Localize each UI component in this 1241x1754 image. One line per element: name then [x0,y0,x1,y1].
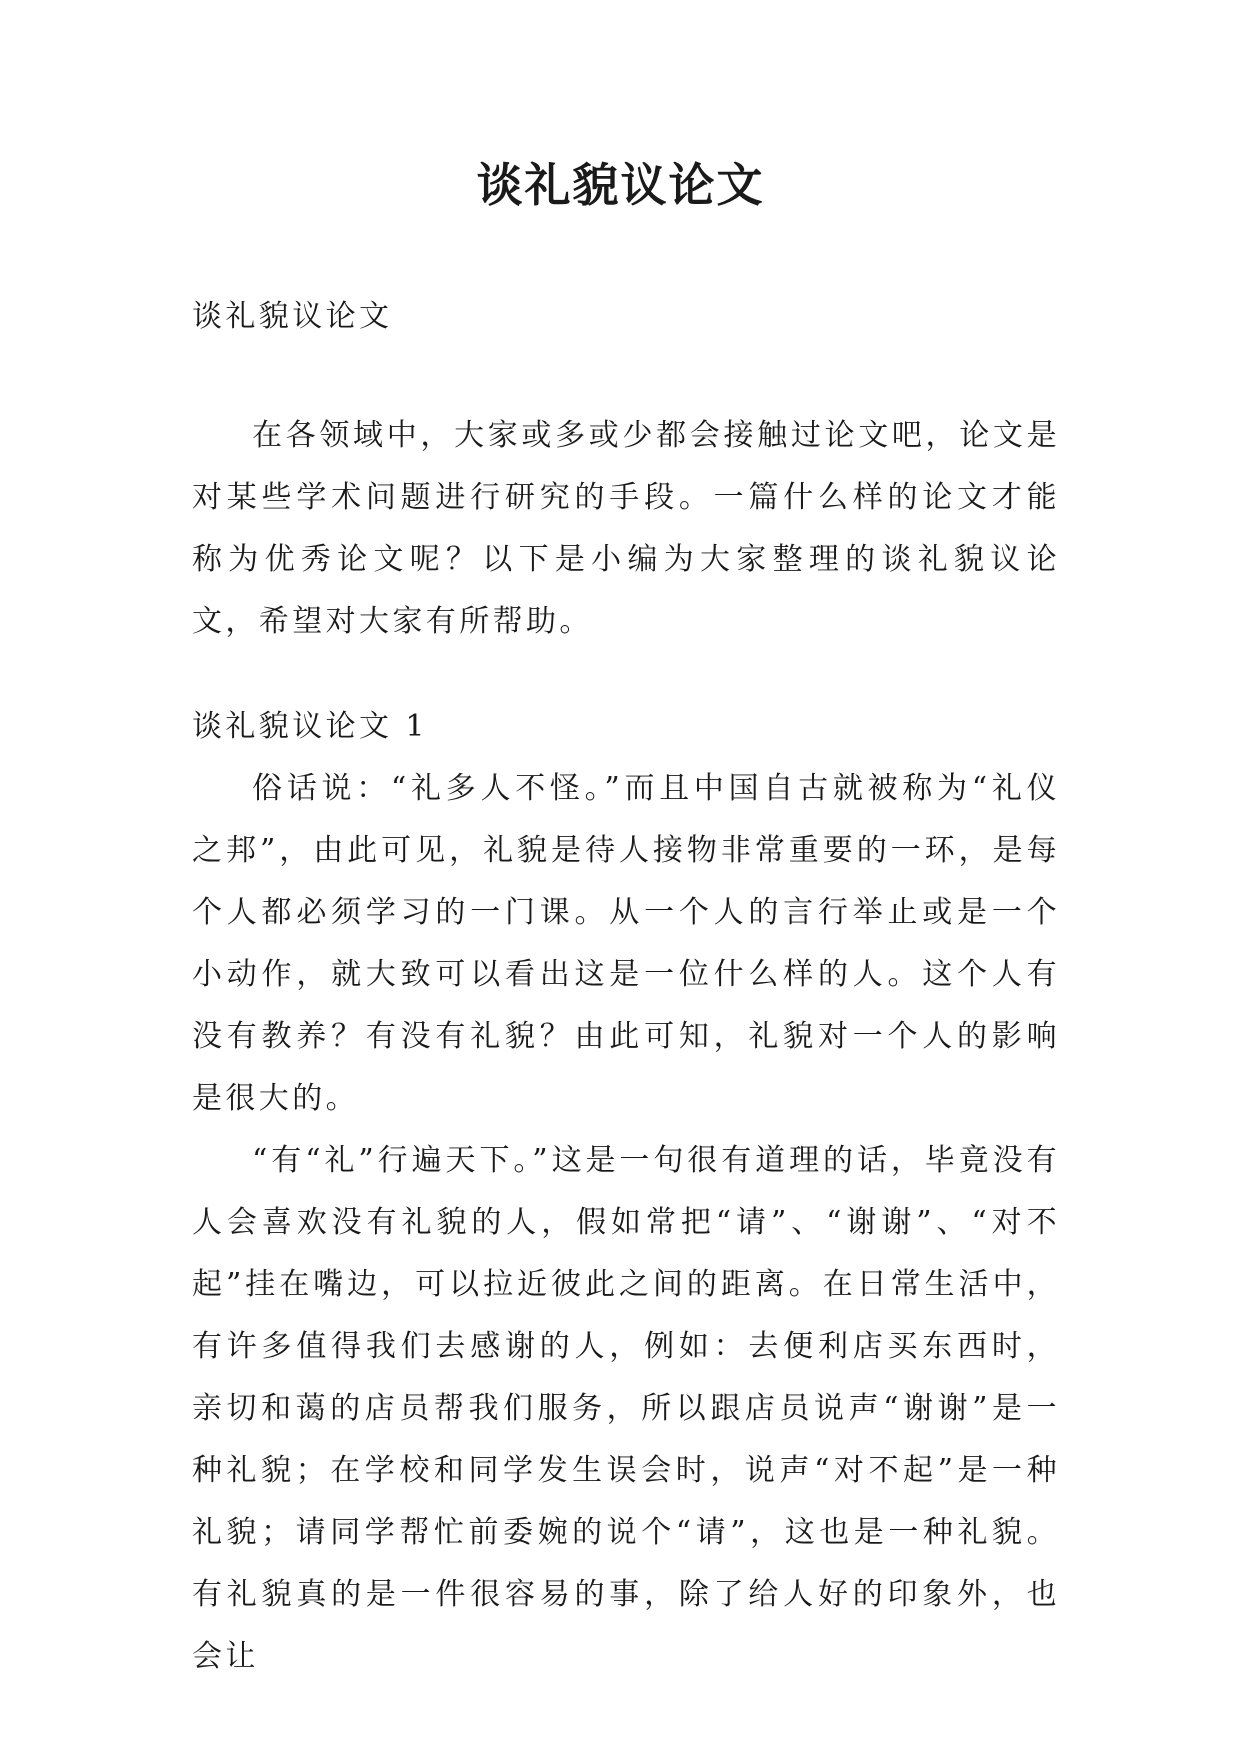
document-title: 谈礼貌议论文 [476,158,765,212]
essay-body [192,758,1060,1688]
document-subtitle: 谈礼貌议论文 [192,299,393,334]
section-heading: 谈礼貌议论文 1 [192,709,428,744]
intro-paragraph: 在各领域中，大家或多或少都会接触过论文吧，论文是对某些学术问题进行研究的手段。一篇什么样的论文才能称为优秀论文呢？以下是小编为大家整理的谈礼貌议论文，希望对大家有所帮助。 [192,418,1060,639]
body-paragraph: 俗话说：“礼多人不怪。”而且中国自古就被称为“礼仪之邦”，由此可见，礼貌是待人接物非常重要的一环，是每个人都必须学习的一门课。从一个人的言行举止或是一个小动作，就大致可以看出这是一位什么样的人。这个人有没有教养？有没有礼貌？由此可知，礼貌对一个人的影响是很大的。 [192,771,1060,1116]
body-paragraph: “有“礼”行遍天下。”这是一句很有道理的话，毕竟没有人会喜欢没有礼貌的人，假如常把“请”、“谢谢”、“对不起”挂在嘴边，可以拉近彼此之间的距离。在日常生活中，有许多值得我们去感谢的人，例如：去便利店买东西时，亲切和蔼的店员帮我们服务，所以跟店员说声“谢谢”是一种礼貌；在学校和同学发生误会时，说声“对不起”是一种礼貌；请同学帮忙前委婉的说个“请”，这也是一种礼貌。有礼貌真的是一件很容易的事，除了给人好的印象外，也会让 [192,1143,1060,1674]
